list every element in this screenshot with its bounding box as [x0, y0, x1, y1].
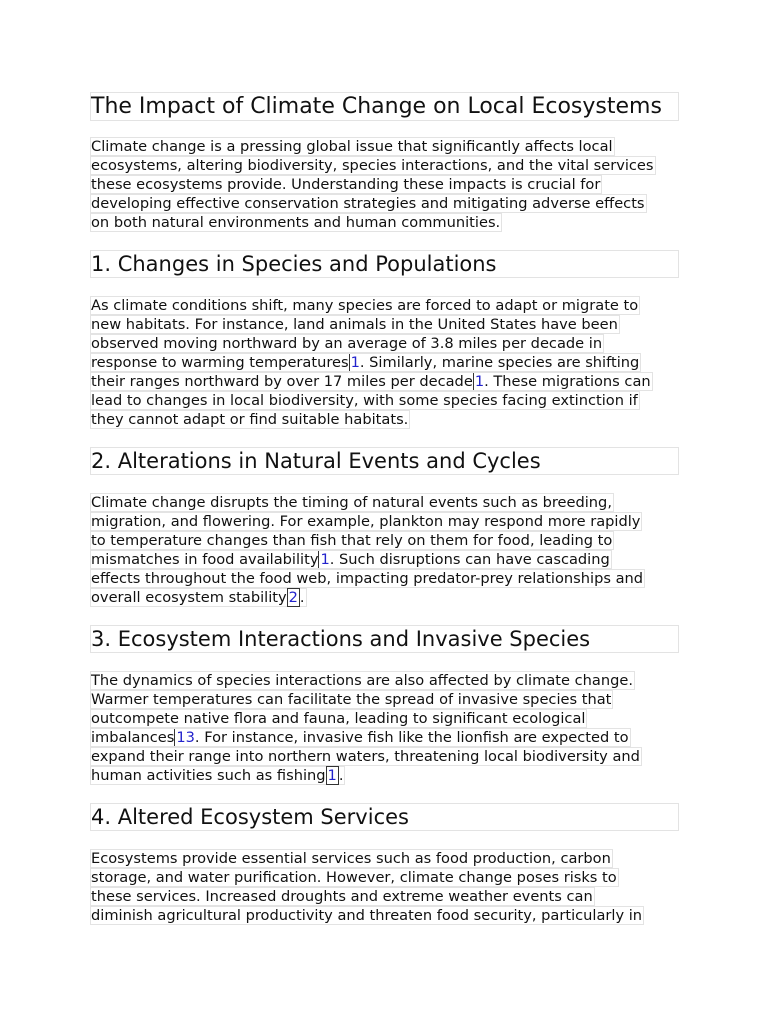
- sections-container: [90, 250, 679, 925]
- section-paragraph: [90, 296, 679, 429]
- citation-link[interactable]: 1: [327, 767, 337, 784]
- paragraph-line: [90, 728, 631, 747]
- line-text: . Similarly, marine species are shifting: [359, 354, 640, 371]
- paragraph-line: [90, 588, 307, 607]
- paragraph-line: Ecosystems provide essential services such as food production, carbon: [91, 850, 611, 867]
- citation-link[interactable]: 13: [176, 729, 195, 746]
- paragraph-line: observed moving northward by an average of 3.8 miles per decade in: [91, 335, 603, 352]
- paragraph-line: As climate conditions shift, many species are forced to adapt or migrate to: [91, 297, 639, 314]
- section: [90, 625, 679, 785]
- intro-paragraph: [90, 137, 679, 232]
- citation-link[interactable]: 1: [350, 354, 360, 371]
- section-heading: 3. Ecosystem Interactions and Invasive Species: [90, 625, 679, 653]
- line-text: mismatches in food availability: [91, 551, 319, 568]
- paragraph-line: outcompete native flora and fauna, leading to significant ecological: [91, 710, 586, 727]
- paragraph-line: lead to changes in local biodiversity, with some species facing extinction if: [91, 392, 638, 409]
- paragraph-line: they cannot adapt or find suitable habitats.: [91, 411, 409, 428]
- section: [90, 803, 679, 925]
- paragraph-line: new habitats. For instance, land animals in the United States have been: [91, 316, 618, 333]
- intro-line: developing effective conservation strategies and mitigating adverse effects: [91, 195, 645, 212]
- citation-link[interactable]: 1: [474, 373, 485, 390]
- paragraph-line: Warmer temperatures can facilitate the spread of invasive species that: [91, 691, 612, 708]
- paragraph-line: [90, 766, 345, 785]
- paragraph-line: Climate change disrupts the timing of natural events such as breeding,: [91, 494, 612, 511]
- section: [90, 250, 679, 429]
- paragraph-line: these services. Increased droughts and extreme weather events can: [91, 888, 593, 905]
- paragraph-line: [90, 550, 612, 569]
- section-heading: 4. Altered Ecosystem Services: [90, 803, 679, 831]
- line-text: . These migrations can: [484, 373, 651, 390]
- line-text: . Such disruptions can have cascading: [329, 551, 610, 568]
- paragraph-line: effects throughout the food web, impacting predator-prey relationships and: [91, 570, 644, 587]
- intro-line: Climate change is a pressing global issue that significantly affects local: [91, 138, 613, 155]
- line-text: overall ecosystem stability: [91, 589, 287, 606]
- line-text: their ranges northward by over 17 miles per decade: [91, 373, 473, 390]
- line-text: . For instance, invasive fish like the lionfish are expected to: [194, 729, 629, 746]
- article-content: [90, 92, 679, 925]
- citation-link[interactable]: 2: [288, 589, 298, 606]
- page-title: The Impact of Climate Change on Local Ecosystems: [90, 92, 679, 121]
- line-text: human activities such as fishing: [91, 767, 326, 784]
- line-text: .: [299, 589, 305, 606]
- paragraph-line: [90, 372, 653, 391]
- section-heading: 2. Alterations in Natural Events and Cycles: [90, 447, 679, 475]
- paragraph-line: storage, and water purification. However, climate change poses risks to: [91, 869, 617, 886]
- section-paragraph: [90, 671, 679, 785]
- paragraph-line: migration, and flowering. For example, plankton may respond more rapidly: [91, 513, 641, 530]
- paragraph-line: expand their range into northern waters, threatening local biodiversity and: [91, 748, 640, 765]
- line-text: imbalances: [91, 729, 175, 746]
- intro-line: these ecosystems provide. Understanding these impacts is crucial for: [91, 176, 601, 193]
- paragraph-line: The dynamics of species interactions are also affected by climate change.: [91, 672, 633, 689]
- paragraph-line: diminish agricultural productivity and threaten food security, particularly in: [91, 907, 643, 924]
- paragraph-line: to temperature changes than fish that rely on them for food, leading to: [91, 532, 613, 549]
- citation-link[interactable]: 1: [320, 551, 330, 568]
- section-heading: 1. Changes in Species and Populations: [90, 250, 679, 278]
- section: [90, 447, 679, 607]
- section-paragraph: [90, 849, 679, 925]
- intro-line: on both natural environments and human communities.: [91, 214, 501, 231]
- paragraph-line: [90, 353, 641, 372]
- line-text: response to warming temperatures: [91, 354, 349, 371]
- line-text: .: [338, 767, 344, 784]
- section-paragraph: [90, 493, 679, 607]
- intro-line: ecosystems, altering biodiversity, species interactions, and the vital services: [91, 157, 654, 174]
